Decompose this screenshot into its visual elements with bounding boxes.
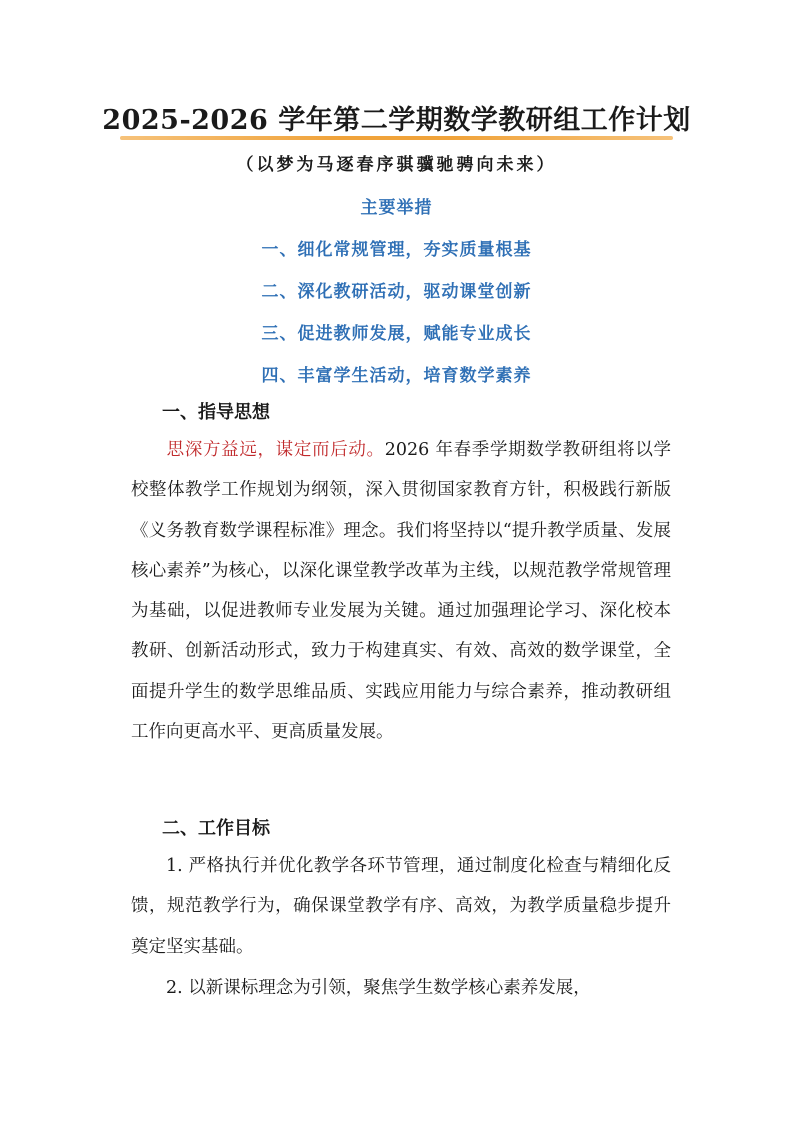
document-subtitle: （以梦为马逐春序骐骥驰骋向未来） [236,155,557,175]
key-measure-item: 二、深化教研活动，驱动课堂创新 [261,282,532,302]
key-measures-heading: 主要举措 [360,198,433,218]
key-measure-item: 四、丰富学生活动，培育数学素养 [261,366,532,386]
lead-sentence: 思深方益远，谋定而后动。 [166,440,385,460]
section-heading-work-goals: 二、工作目标 [162,818,270,839]
work-goal-text: 1. 严格执行并优化教学各环节管理，通过制度化检查与精细化反馈，规范教学行为，确保课堂教学有序、高效，为教学质量稳步提升奠定坚实基础。 [131,856,671,957]
work-goal-item [131,968,671,1008]
work-goal-item [131,846,671,967]
document-title: 2025-2026 学年第二学期数学教研组工作计划 [102,105,691,136]
key-measure-item: 一、细化常规管理，夯实质量根基 [261,240,532,260]
section-heading-guiding-ideology: 一、指导思想 [162,402,270,423]
key-measures [0,196,793,406]
work-goal-text: 2. 以新课标理念为引领，聚焦学生数学核心素养发展， [166,978,591,998]
paragraph-body: 2026 年春季学期数学教研组将以学校整体教学工作规划为纲领，深入贯彻国家教育方针，积极践行新版《义务教育数学课程标准》理念。我们将坚持以“提升教学质量、发展核心素养”为核心，以深化课堂教学改革为主线，以规范教学常规管理为基础，以促进教师专业发展为关键。通过加强理论学习、深化校本教研、创新活动形式，致力于构建真实、有效、高效的数学课堂，全面提升学生的数学思维品质、实践应用能力与综合素养，推动教研组工作向更高水平、更高质量发展。 [131,440,671,743]
title-underline [120,136,673,140]
key-measure-item: 三、促进教师发展，赋能专业成长 [261,324,532,344]
guiding-ideology-paragraph [131,430,671,752]
